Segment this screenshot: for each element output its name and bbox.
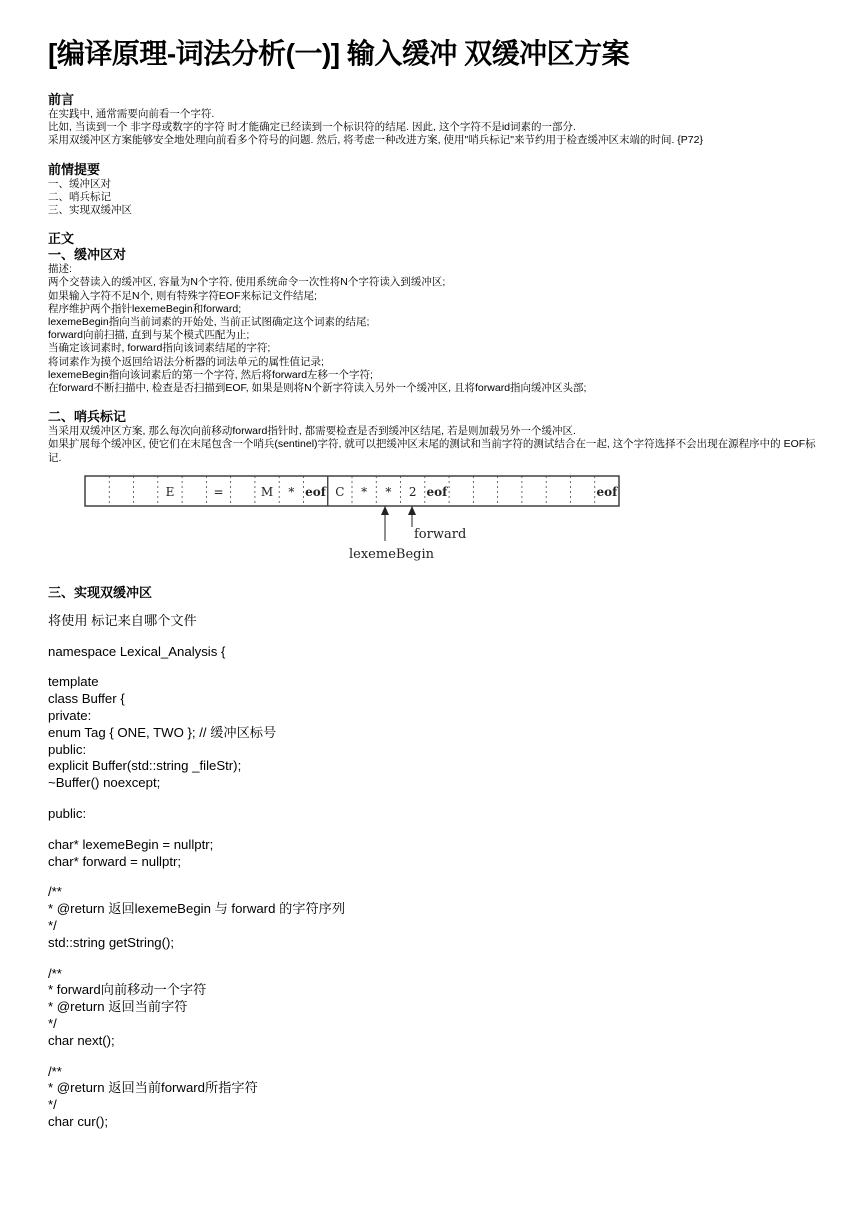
section2-heading: 二、哨兵标记 <box>48 409 127 425</box>
lexeme-begin-arrowhead <box>381 506 389 515</box>
section1-line: 当确定该词素时, forward指向该词素结尾的字符; <box>48 342 271 355</box>
code-line: enum Tag { ONE, TWO }; // 缓冲区标号 <box>48 724 277 740</box>
section1-line: lexemeBegin指向当前词素的开始处, 当前正试图确定这个词素的结尾; <box>48 316 370 329</box>
code-line: std::string getString(); <box>48 934 175 950</box>
section1-line: 将词素作为摸个返回给语法分析器的词法单元的属性值记录; <box>48 355 324 368</box>
preface-line: 在实践中, 通常需要向前看一个字符. <box>48 108 215 120</box>
summary-item: 二、哨兵标记 <box>48 190 111 203</box>
code-line: namespace Lexical_Analysis { <box>48 643 226 659</box>
code-line: /** <box>48 884 62 900</box>
code-line: private: <box>48 708 92 724</box>
section3-heading: 三、实现双缓冲区 <box>48 584 153 600</box>
code-line: 将使用 标记来自哪个文件 <box>48 612 197 628</box>
code-line: char cur(); <box>48 1113 109 1129</box>
code-line: char* forward = nullptr; <box>48 853 182 869</box>
summary-section <box>48 162 818 218</box>
code-line: char next(); <box>48 1032 115 1048</box>
buffer-cell-char: eof <box>305 484 326 499</box>
code-line: */ <box>48 1097 57 1113</box>
buffer-cell-char: * <box>361 484 368 499</box>
section3 <box>48 585 818 1131</box>
buffer-cell-char: C <box>335 484 345 499</box>
preface-line: 比如, 当读到一个 非字母或数字的字符 时才能确定已经读到一个标识符的结尾. 因此, 这个字符不是id词素的一部分. <box>48 121 576 134</box>
section1-line: 描述: <box>48 263 72 276</box>
code-block <box>48 613 818 1131</box>
code-line: class Buffer { <box>48 691 125 707</box>
preface-heading: 前言 <box>48 92 75 107</box>
code-line: /** <box>48 1063 62 1079</box>
code-line: explicit Buffer(std::string _fileStr); <box>48 758 242 774</box>
buffer-cell-char: E <box>165 484 175 499</box>
article <box>48 34 818 1131</box>
buffer-cell-char: * <box>288 484 295 499</box>
forward-arrowhead <box>408 506 416 515</box>
buffer-cell-char: * <box>385 484 392 499</box>
page-title: [编译原理-词法分析(一)] 输入缓冲 双缓冲区方案 <box>48 38 630 69</box>
section2-line: 如果扩展每个缓冲区, 使它们在末尾包含一个哨兵(sentinel)字符, 就可以把缓冲区末尾的测试和当前字符的测试结合在一起, 这个字符选择不会出现在源程序中的 EOF标记. <box>48 438 816 464</box>
code-line: public: <box>48 741 87 757</box>
code-line: */ <box>48 918 57 934</box>
code-line: * forward向前移动一个字符 <box>48 982 207 998</box>
section2 <box>48 409 818 465</box>
buffer-cell-char: 2 <box>408 484 417 499</box>
code-line: ~Buffer() noexcept; <box>48 775 161 791</box>
body-section <box>48 231 818 395</box>
section2-line: 当采用双缓冲区方案, 那么每次向前移动forward指针时, 都需要检查是否到缓冲区结尾, 若是则加载另外一个缓冲区. <box>48 425 576 438</box>
code-line: template <box>48 674 99 690</box>
summary-heading: 前情提要 <box>48 161 101 177</box>
buffer-cell-char: = <box>213 484 224 499</box>
section1-line: 两个交替读入的缓冲区, 容量为N个字符, 使用系统命令一次性将N个字符读入到缓冲区; <box>48 276 446 289</box>
summary-item: 三、实现双缓冲区 <box>48 204 132 217</box>
section1-line: lexemeBegin指向该词素后的第一个字符, 然后将forward左移一个字符; <box>48 368 373 381</box>
section1-line: 如果输入字符不足N个, 则有特殊字符EOF来标记文件结尾; <box>48 289 317 302</box>
section1-line: 程序维护两个指针lexemeBegin和forward; <box>48 302 242 315</box>
code-line: /** <box>48 965 62 981</box>
section1-line: forward向前扫描, 直到与某个模式匹配为止; <box>48 329 250 342</box>
code-line: * @return 返回lexemeBegin 与 forward 的字符序列 <box>48 901 346 917</box>
section1-heading: 一、缓冲区对 <box>48 247 127 263</box>
buffer-cell-char: eof <box>426 484 448 499</box>
preface-line: 采用双缓冲区方案能够安全地处理向前看多个符号的问题. 然后, 将考虑一种改进方案, 使用"哨兵标记"来节约用于检查缓冲区末端的时间. {P72} <box>48 134 703 147</box>
section1-line: 在forward不断扫描中, 检查是否扫描到EOF, 如果是则将N个新字符读入另外一个缓冲区, 且将forward指向缓冲区头部; <box>48 382 587 395</box>
buffer-cell-char: M <box>260 484 274 499</box>
code-line: public: <box>48 806 87 822</box>
code-line: char* lexemeBegin = nullptr; <box>48 836 214 852</box>
buffer-figure <box>84 475 624 575</box>
code-line: * @return 返回当前字符 <box>48 999 188 1015</box>
lexeme-begin-label: lexemeBegin <box>349 546 434 562</box>
buffer-diagram <box>84 475 624 575</box>
summary-item: 一、缓冲区对 <box>48 177 111 190</box>
buffer-cell-char: eof <box>596 484 618 499</box>
preface-section <box>48 92 818 148</box>
code-line: * @return 返回当前forward所指字符 <box>48 1080 258 1096</box>
code-line: */ <box>48 1016 57 1031</box>
body-heading: 正文 <box>48 231 75 247</box>
forward-label: forward <box>414 526 467 542</box>
